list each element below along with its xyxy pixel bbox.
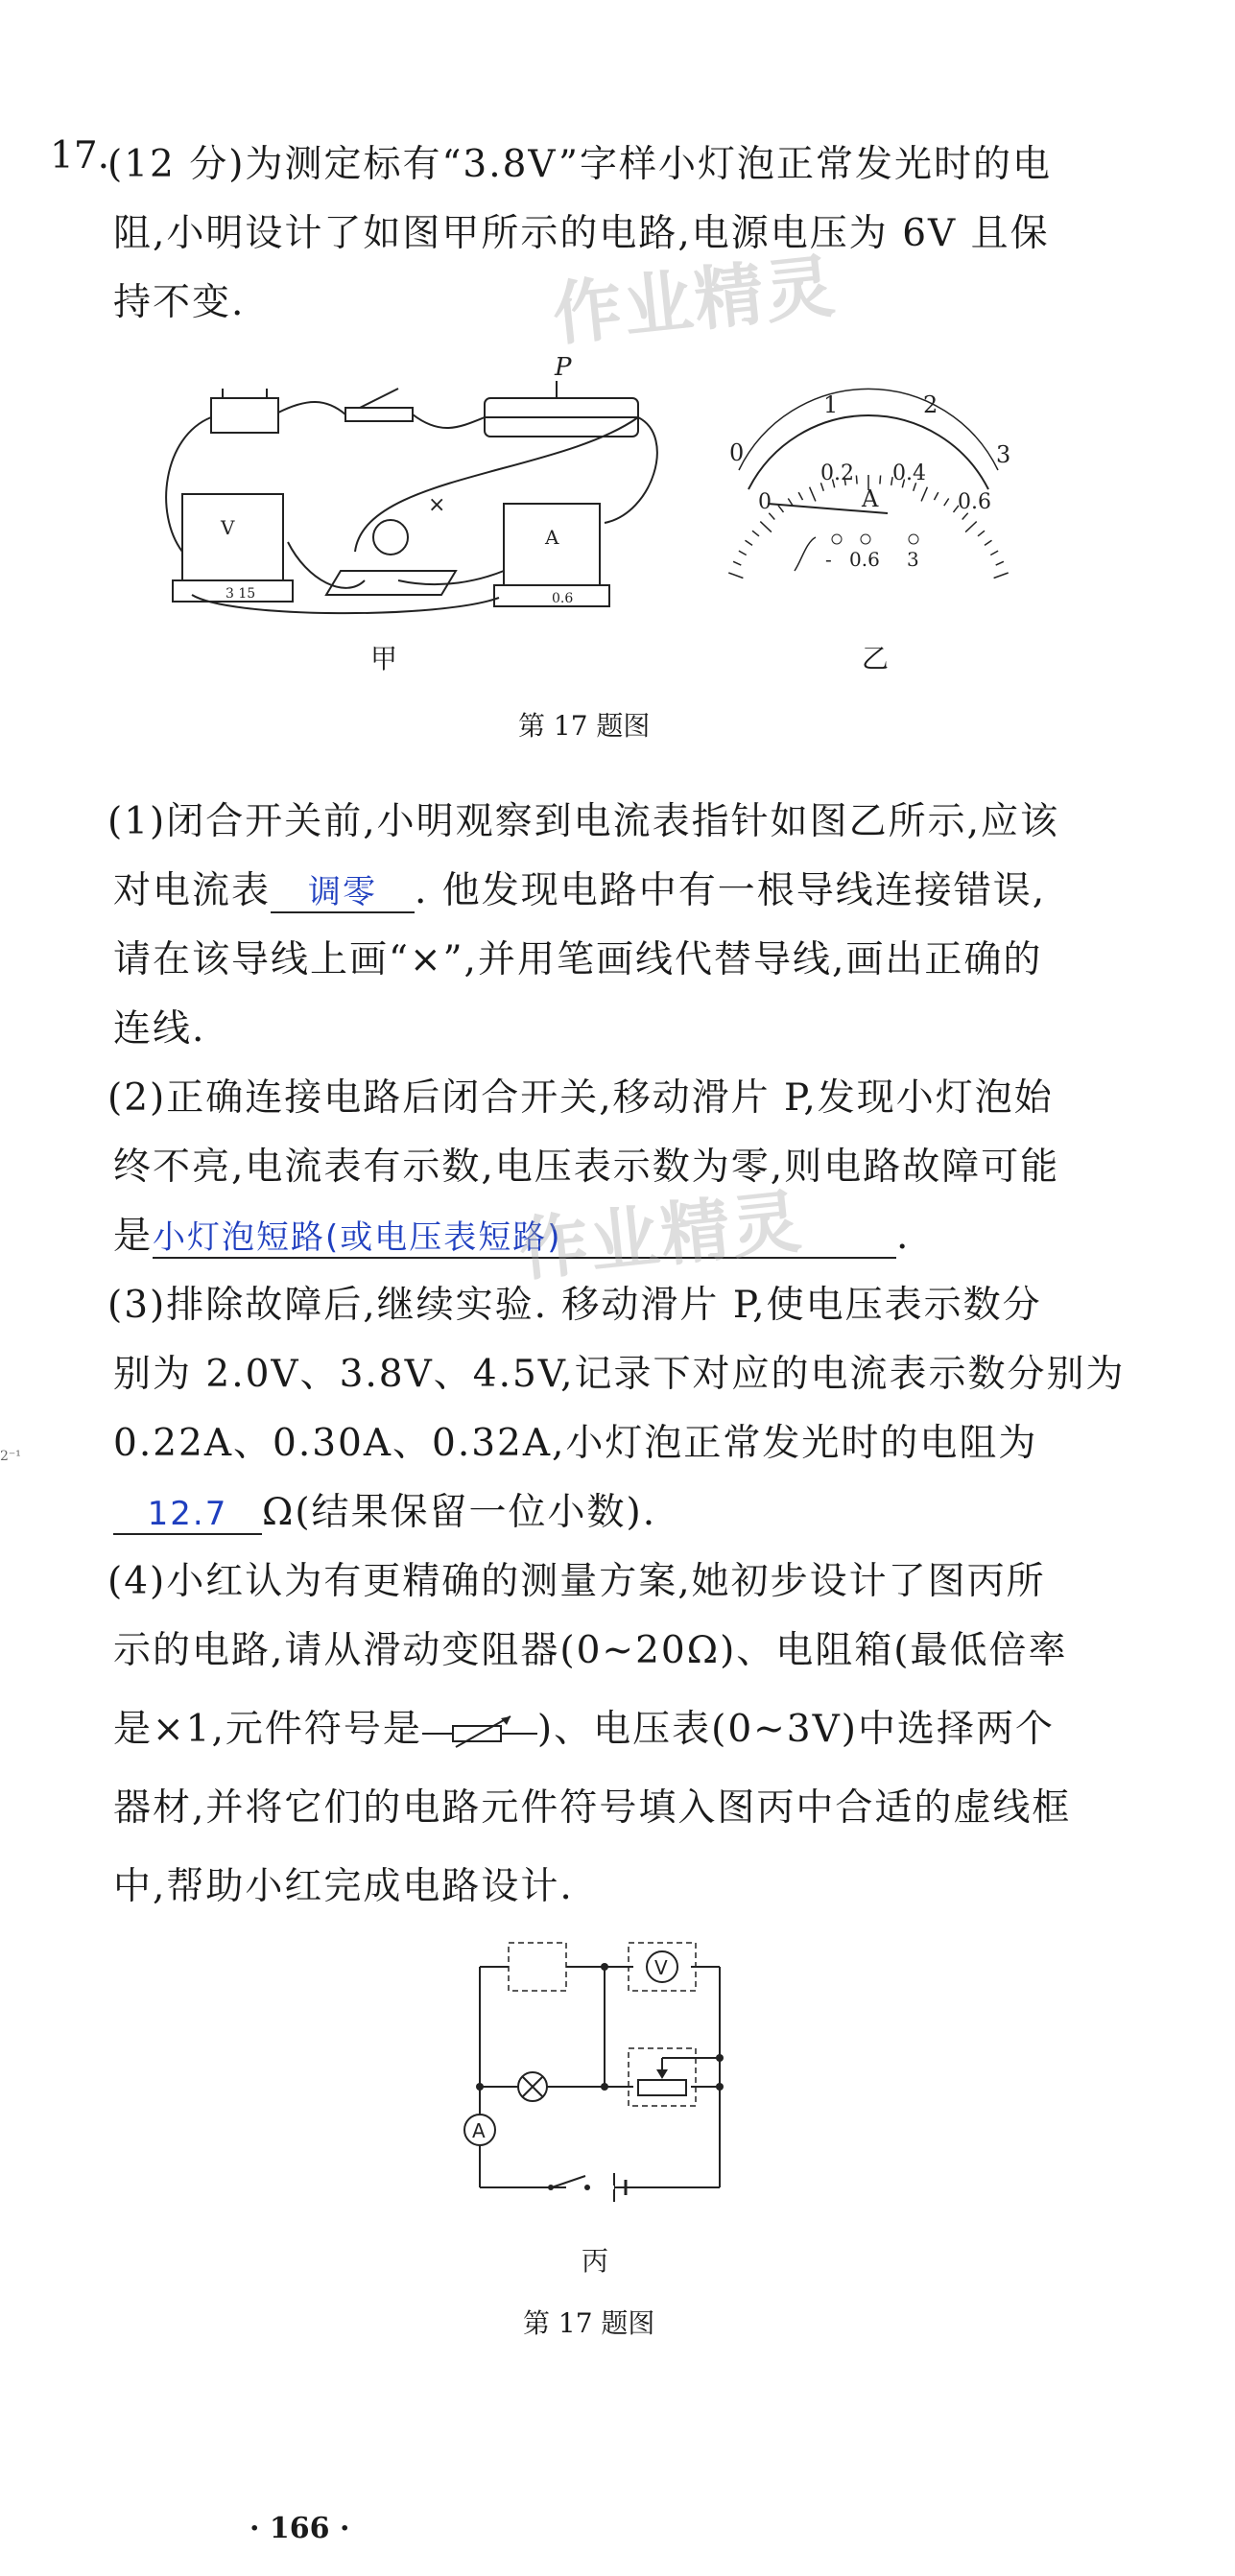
dial-tick	[810, 487, 816, 502]
dial-tick	[978, 531, 985, 536]
part3-line-3: 0.22A、0.30A、0.32A,小灯泡正常发光时的电阻为	[113, 1422, 1038, 1465]
part2-line-3-pre: 是	[113, 1215, 154, 1258]
dial-tick	[935, 492, 938, 500]
question-number: 17.	[50, 134, 110, 177]
terminal-0.6: 0.6	[849, 548, 880, 571]
part1-line-3: 请在该导线上画“×”,并用笔画线代替导线,画出正确的	[113, 938, 1043, 981]
part1-line-4: 连线.	[113, 1007, 206, 1051]
dashed-box-top-left	[509, 1943, 566, 1991]
part4-line-5: 中,帮助小红完成电路设计.	[113, 1865, 574, 1908]
resistance-box-symbol	[422, 1713, 537, 1751]
dial-tick	[733, 561, 741, 565]
circuit-figure-jia	[154, 353, 729, 619]
dial-tick	[728, 573, 743, 579]
part1-line-2	[113, 861, 1046, 914]
watermark-2: 作业精灵	[515, 1180, 807, 1291]
dial-tick	[944, 499, 949, 507]
dial-top-0: 0	[729, 439, 745, 466]
ammeter-a-label: A	[545, 526, 559, 549]
figure-label-jia: 甲	[370, 643, 398, 674]
slider-p-label: P	[555, 353, 572, 382]
dial-bottom-0: 0	[758, 490, 772, 514]
battery	[211, 398, 278, 433]
ammeter-terminal: 0.6	[552, 591, 574, 606]
watermark: 作业精灵	[549, 245, 841, 356]
dial-bottom-0.2: 0.2	[820, 461, 854, 485]
part4-line-3	[113, 1699, 1055, 1753]
part3-line-4	[113, 1482, 656, 1536]
dial-tick	[985, 540, 992, 545]
bing-ammeter-label: A	[472, 2119, 486, 2142]
wrong-wire-mark: ×	[428, 493, 446, 517]
side-mark: 2⁻¹	[0, 1449, 21, 1464]
dial-tick	[990, 551, 998, 555]
part4-line-2: 示的电路,请从滑动变阻器(0~20Ω)、电阻箱(最低倍率	[113, 1629, 1068, 1672]
voltmeter-terminals: 3 15	[226, 586, 256, 602]
part4-line-4: 器材,并将它们的电路元件符号填入图丙中合适的虚线框	[113, 1786, 1072, 1830]
part2-answer: 小灯泡短路(或电压表短路)	[153, 1218, 896, 1259]
part2-line-3-post: .	[896, 1215, 911, 1258]
figure-label-yi: 乙	[862, 643, 890, 674]
dial-tick	[921, 487, 927, 502]
part3-line-2: 别为 2.0V、3.8V、4.5V,记录下对应的电流表示数分别为	[113, 1353, 1126, 1396]
dial-tick	[996, 561, 1004, 565]
part3-line-1: (3)排除故障后,继续实验. 移动滑片 P,使电压表示数分	[107, 1284, 1042, 1327]
part3-answer: 12.7	[113, 1495, 262, 1535]
dial-bottom-0.6: 0.6	[958, 490, 991, 514]
dial-top-2: 2	[923, 391, 938, 418]
figure-label-bing: 丙	[582, 2245, 609, 2277]
dial-unit: A	[862, 485, 879, 512]
dial-tick	[739, 551, 747, 555]
voltmeter-v-label: V	[221, 516, 235, 539]
part1-answer: 调零	[271, 873, 415, 913]
part4-line-3-post: )、电压表(0~3V)中选择两个	[536, 1708, 1056, 1751]
part4-line-1: (4)小红认为有更精确的测量方案,她初步设计了图丙所	[107, 1560, 1046, 1603]
part4-line-3-pre: 是×1,元件符号是	[113, 1708, 422, 1751]
part2-line-1: (2)正确连接电路后闭合开关,移动滑片 P,发现小灯泡始	[107, 1076, 1054, 1120]
dial-tick	[752, 531, 759, 536]
dial-tick	[880, 476, 881, 484]
dial-tick	[798, 492, 802, 500]
figure-caption-2: 第 17 题图	[523, 2307, 655, 2339]
dial-top-1: 1	[823, 391, 839, 418]
ammeter-dial-figure-yi	[710, 384, 1017, 604]
figure-caption-1: 第 17 题图	[518, 710, 651, 742]
dial-tick	[778, 506, 784, 512]
switch	[345, 408, 413, 421]
dial-tick	[746, 540, 753, 545]
bing-voltmeter-label: V	[654, 1956, 668, 1979]
question-line-2: 阻,小明设计了如图甲所示的电路,电源电压为 6V 且保	[113, 212, 1050, 255]
dial-tick	[760, 522, 772, 532]
dial-tick	[856, 476, 857, 484]
part1-line-2-post: . 他发现电路中有一根导线连接错误,	[415, 869, 1047, 912]
terminal-minus: -	[825, 548, 832, 571]
question-line-3: 持不变.	[113, 281, 246, 324]
circuit-figure-bing	[451, 1928, 739, 2235]
dial-top-3: 3	[996, 441, 1011, 468]
part1-line-2-pre: 对电流表	[113, 869, 272, 912]
dial-tick	[994, 573, 1009, 579]
part1-line-1: (1)闭合开关前,小明观察到电流表指针如图乙所示,应该	[107, 800, 1060, 843]
dial-tick	[965, 522, 977, 532]
question-line-1: (12 分)为测定标有“3.8V”字样小灯泡正常发光时的电	[107, 143, 1052, 186]
page-number: · 166 ·	[249, 2512, 350, 2545]
bulb	[373, 520, 408, 555]
part2-line-2: 终不亮,电流表有示数,电压表示数为零,则电路故障可能	[113, 1146, 1060, 1189]
dial-bottom-0.4: 0.4	[892, 461, 926, 485]
terminal-3: 3	[907, 548, 919, 571]
part3-line-4-post: Ω(结果保留一位小数).	[262, 1491, 657, 1534]
